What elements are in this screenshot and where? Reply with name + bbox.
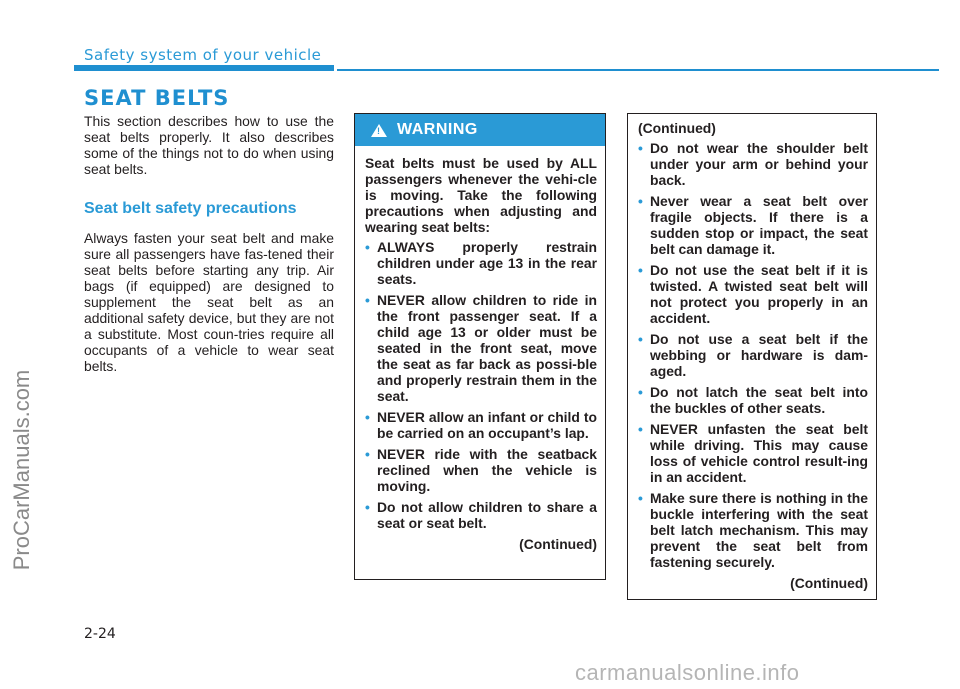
continued-item: • Do not wear the shoulder belt under your arm or behind your back. (638, 140, 868, 188)
warning-header (355, 114, 605, 146)
continued-item: • Make sure there is nothing in the buckle interfering with the seat belt latch mechanism. This may prevent the seat belt from fastening securely. (638, 490, 868, 570)
continued-top-label: (Continued) (638, 120, 716, 136)
section-title: SEAT BELTS (84, 86, 230, 110)
warning-label: WARNING (397, 121, 478, 138)
header-rule (337, 69, 939, 71)
continued-label: (Continued) (519, 536, 597, 552)
continued-list (638, 140, 868, 570)
warning-intro: Seat belts must be used by ALL passengers whenever the vehi-cle is moving. Take the following precautions when adjusting and wearing seat belts: (365, 155, 597, 235)
continued-label: (Continued) (790, 575, 868, 591)
warning-item: • NEVER allow an infant or child to be carried on an occupant’s lap. (365, 409, 597, 441)
warning-item: • NEVER allow children to ride in the front passenger seat. If a child age 13 or older must be seated in the front seat, move the seat as far back as possi-ble and properly restrain them in the seat. (365, 292, 597, 404)
side-watermark: ProCarManuals.com (9, 369, 34, 571)
warning-list (365, 239, 597, 531)
continued-item: • Do not use a seat belt if the webbing or hardware is dam-aged. (638, 331, 868, 379)
continued-body (628, 114, 876, 591)
warning-box (354, 113, 606, 580)
subsection-paragraph: Always fasten your seat belt and make sure all passengers have fas-tened their seat belts before starting any trip. Air bags (if equipped) are designed to supplement the seat belt as an additional safety device, but they are not a substitute. Most coun-tries require all occupants of a vehicle to wear seat belts. (84, 230, 334, 374)
warning-body (355, 146, 605, 552)
continued-item: • Do not latch the seat belt into the buckles of other seats. (638, 384, 868, 416)
continued-box (627, 113, 877, 600)
warning-item: • ALWAYS properly restrain children under age 13 in the rear seats. (365, 239, 597, 287)
warning-triangle-icon (371, 124, 387, 137)
header-accent-bar (74, 65, 334, 71)
header-title: Safety system of your vehicle (84, 46, 322, 64)
page-number: 2-24 (84, 626, 116, 642)
footer-watermark: carmanualsonline.info (575, 660, 800, 685)
intro-paragraph: This section describes how to use the seat belts properly. It also describes some of the things not to do when using seat belts. (84, 113, 334, 177)
subsection-title: Seat belt safety precautions (84, 200, 297, 217)
warning-item: • NEVER ride with the seatback reclined when the vehicle is moving. (365, 446, 597, 494)
warning-item: • Do not allow children to share a seat or seat belt. (365, 499, 597, 531)
continued-item: • NEVER unfasten the seat belt while driving. This may cause loss of vehicle control result-ing in an accident. (638, 421, 868, 485)
continued-item: • Do not use the seat belt if it is twisted. A twisted seat belt will not protect you properly in an accident. (638, 262, 868, 326)
continued-item: • Never wear a seat belt over fragile objects. If there is a sudden stop or impact, the seat belt can damage it. (638, 193, 868, 257)
